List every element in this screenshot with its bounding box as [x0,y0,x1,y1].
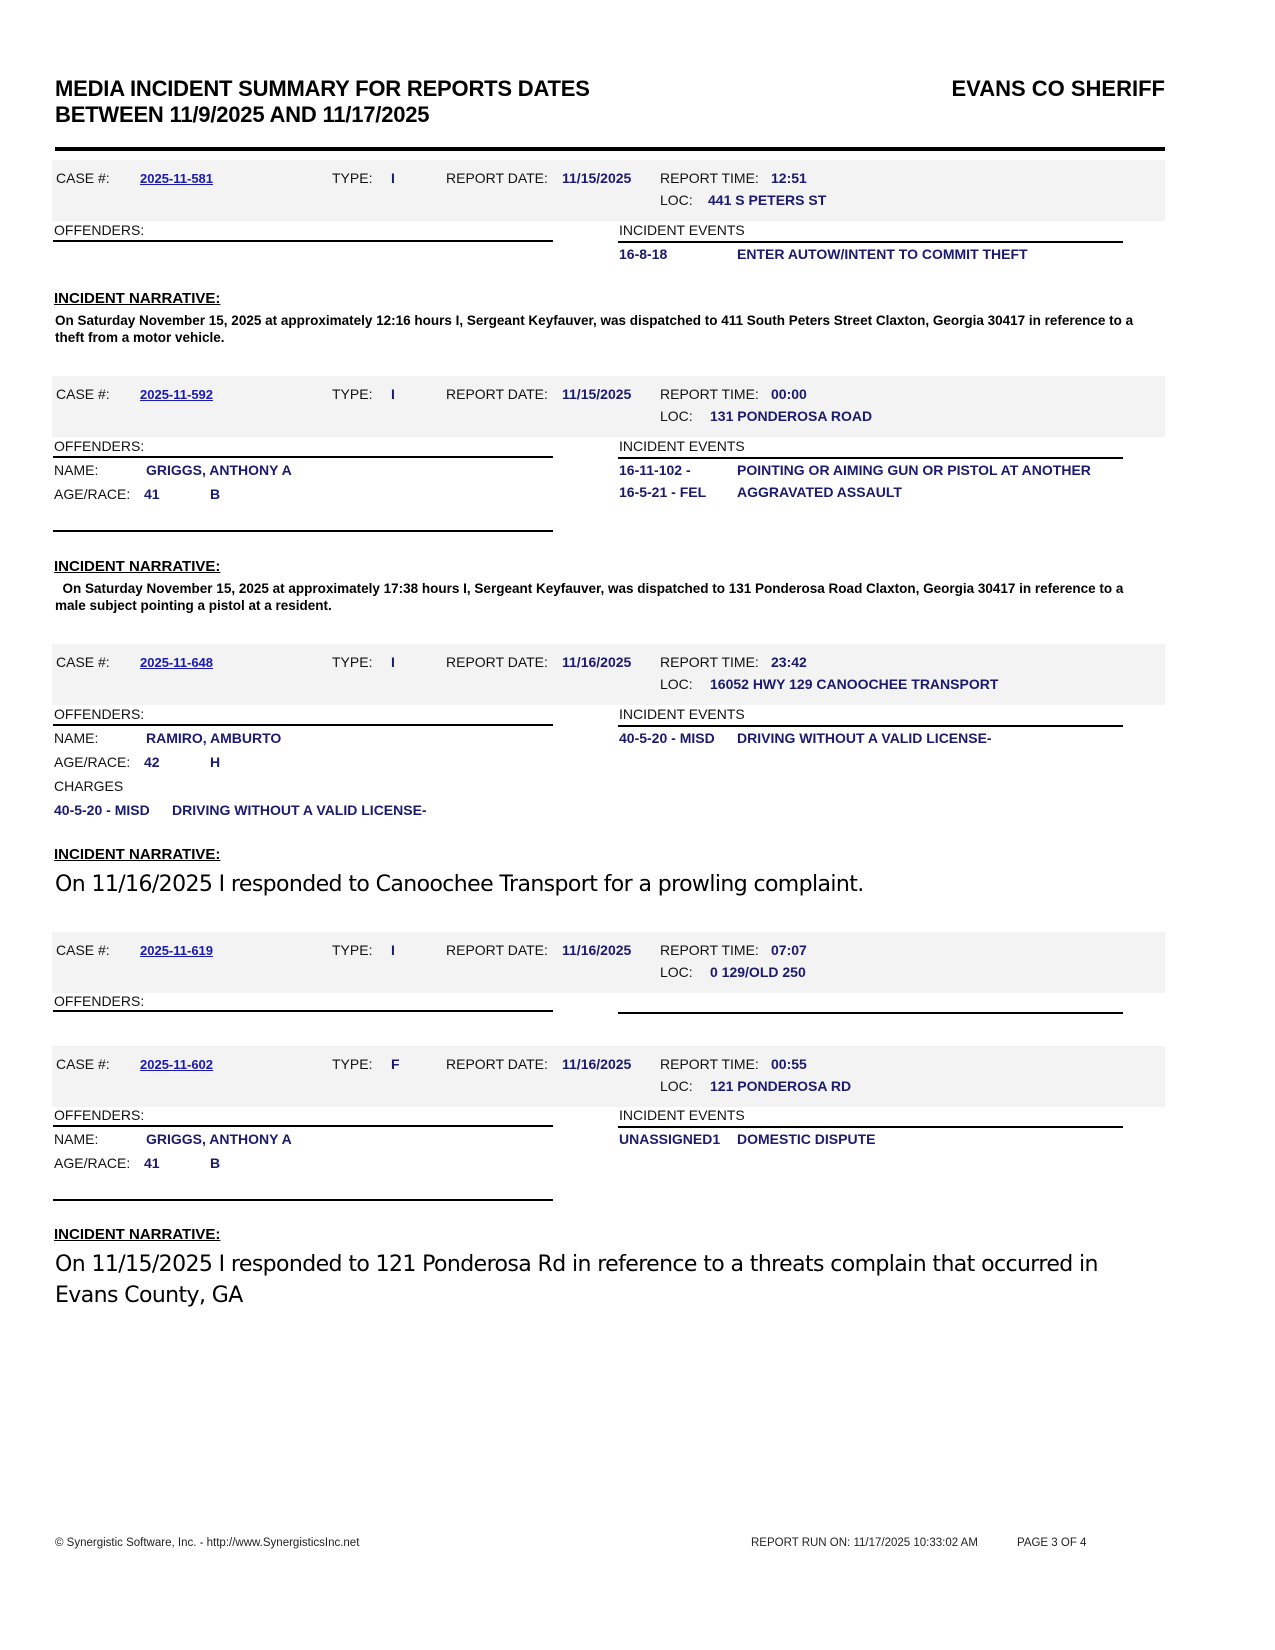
charges-label: CHARGES [54,778,124,794]
age-race-label: AGE/RACE: [54,754,131,770]
case-label: CASE #: [56,942,110,958]
events-divider [618,1126,1123,1128]
loc-value: 0 129/OLD 250 [710,964,806,980]
copyright-footer: © Synergistic Software, Inc. - http://www.SynergisticsInc.net [55,1537,360,1549]
incident-events-label: INCIDENT EVENTS [619,1107,745,1123]
event-code: 16-11-102 - [619,462,691,478]
agency-name: EVANS CO SHERIFF [951,76,1165,101]
event-description: ENTER AUTOW/INTENT TO COMMIT THEFT [737,246,1028,262]
offender-name: GRIGGS, ANTHONY A [146,462,292,478]
offenders-label: OFFENDERS: [54,222,145,238]
report-time-value: 23:42 [771,654,807,670]
report-date-value: 11/16/2025 [562,1056,632,1072]
case-label: CASE #: [56,170,110,186]
offender-age: 42 [144,754,160,770]
loc-label: LOC: [660,1078,693,1094]
offender-race: B [210,1155,221,1171]
report-date-value: 11/16/2025 [562,654,632,670]
narrative-text: On 11/16/2025 I responded to Canoochee Transport for a prowling complaint. [55,872,864,897]
offenders-divider [53,724,553,726]
type-label: TYPE: [332,1056,373,1072]
offenders-label: OFFENDERS: [54,1107,145,1123]
offender-name: GRIGGS, ANTHONY A [146,1131,292,1147]
case-number-link[interactable]: 2025-11-581 [140,171,214,186]
offender-block-divider [53,530,553,532]
type-label: TYPE: [332,170,373,186]
report-time-label: REPORT TIME: [660,654,759,670]
charge-description: DRIVING WITHOUT A VALID LICENSE- [172,802,427,818]
event-description: AGGRAVATED ASSAULT [737,484,902,500]
name-label: NAME: [54,1131,99,1147]
name-label: NAME: [54,462,99,478]
type-label: TYPE: [332,654,373,670]
incident-events-label: INCIDENT EVENTS [619,222,745,238]
loc-value: 16052 HWY 129 CANOOCHEE TRANSPORT [710,676,999,692]
offender-block-divider [53,1199,553,1201]
offender-race: H [210,754,221,770]
case-label: CASE #: [56,386,110,402]
narrative-text: On Saturday November 15, 2025 at approximately 12:16 hours I, Sergeant Keyfauver, was dispatched to 411 South Peters Street Claxton, Georgia 30417 in reference to a theft from a motor vehicle. [55,313,1134,345]
report-time-label: REPORT TIME: [660,1056,759,1072]
events-divider [618,241,1123,243]
type-value: I [391,654,395,670]
report-time-label: REPORT TIME: [660,386,759,402]
event-code: 16-5-21 - FEL [619,484,707,500]
loc-label: LOC: [660,964,693,980]
offenders-divider [53,1010,553,1012]
report-date-value: 11/16/2025 [562,942,632,958]
case-number-link[interactable]: 2025-11-592 [140,387,214,402]
type-value: F [391,1056,400,1072]
case-label: CASE #: [56,1056,110,1072]
offenders-divider [53,1125,553,1127]
age-race-label: AGE/RACE: [54,486,131,502]
offenders-label: OFFENDERS: [54,993,145,1009]
incident-events-label: INCIDENT EVENTS [619,706,745,722]
loc-label: LOC: [660,408,693,424]
page-number: PAGE 3 OF 4 [1017,1537,1087,1549]
narrative-heading: INCIDENT NARRATIVE: [54,290,221,307]
report-date-label: REPORT DATE: [446,942,548,958]
case-number-link[interactable]: 2025-11-648 [140,655,214,670]
loc-value: 131 PONDEROSA ROAD [710,408,873,424]
header-divider [55,147,1165,151]
report-time-label: REPORT TIME: [660,170,759,186]
loc-label: LOC: [660,192,693,208]
event-code: 16-8-18 [619,246,668,262]
report-time-value: 12:51 [771,170,807,186]
event-code: UNASSIGNED1 [619,1131,721,1147]
offender-age: 41 [144,486,160,502]
charge-code: 40-5-20 - MISD [54,802,150,818]
offender-race: B [210,486,221,502]
narrative-heading: INCIDENT NARRATIVE: [54,558,221,575]
report-date-label: REPORT DATE: [446,170,548,186]
report-date-value: 11/15/2025 [562,386,632,402]
loc-value: 121 PONDEROSA RD [710,1078,852,1094]
report-time-value: 07:07 [771,942,807,958]
event-description: DOMESTIC DISPUTE [737,1131,876,1147]
type-value: I [391,170,395,186]
events-divider [618,725,1123,727]
loc-value: 441 S PETERS ST [708,192,827,208]
case-number-link[interactable]: 2025-11-619 [140,943,214,958]
case-number-link[interactable]: 2025-11-602 [140,1057,214,1072]
narrative-text: On 11/15/2025 I responded to 121 Ponderosa Rd in reference to a threats complain that occurred in Evans County, GA [55,1252,1098,1308]
report-title-line2: BETWEEN 11/9/2025 AND 11/17/2025 [55,102,430,127]
type-value: I [391,386,395,402]
narrative-heading: INCIDENT NARRATIVE: [54,846,221,863]
report-time-label: REPORT TIME: [660,942,759,958]
report-time-value: 00:00 [771,386,807,402]
event-code: 40-5-20 - MISD [619,730,715,746]
report-date-value: 11/15/2025 [562,170,632,186]
report-title-line1: MEDIA INCIDENT SUMMARY FOR REPORTS DATES [55,76,590,101]
type-value: I [391,942,395,958]
events-divider [618,457,1123,459]
loc-label: LOC: [660,676,693,692]
event-description: DRIVING WITHOUT A VALID LICENSE- [737,730,992,746]
report-run-timestamp: REPORT RUN ON: 11/17/2025 10:33:02 AM [751,1537,978,1549]
name-label: NAME: [54,730,99,746]
narrative-heading: INCIDENT NARRATIVE: [54,1226,221,1243]
case-label: CASE #: [56,654,110,670]
offender-age: 41 [144,1155,160,1171]
offenders-divider [53,240,553,242]
incident-events-label: INCIDENT EVENTS [619,438,745,454]
narrative-text: On Saturday November 15, 2025 at approximately 17:38 hours I, Sergeant Keyfauver, was dispatched to 131 Ponderosa Road Claxton, Georgia 30417 in reference to a male subject pointing a pistol at a resident. [55,581,1128,613]
type-label: TYPE: [332,386,373,402]
events-divider [618,1012,1123,1014]
event-description: POINTING OR AIMING GUN OR PISTOL AT ANOTHER [737,462,1091,478]
report-time-value: 00:55 [771,1056,807,1072]
offenders-divider [53,456,553,458]
offenders-label: OFFENDERS: [54,438,145,454]
age-race-label: AGE/RACE: [54,1155,131,1171]
type-label: TYPE: [332,942,373,958]
report-date-label: REPORT DATE: [446,654,548,670]
report-date-label: REPORT DATE: [446,1056,548,1072]
offender-name: RAMIRO, AMBURTO [146,730,282,746]
offenders-label: OFFENDERS: [54,706,145,722]
report-date-label: REPORT DATE: [446,386,548,402]
